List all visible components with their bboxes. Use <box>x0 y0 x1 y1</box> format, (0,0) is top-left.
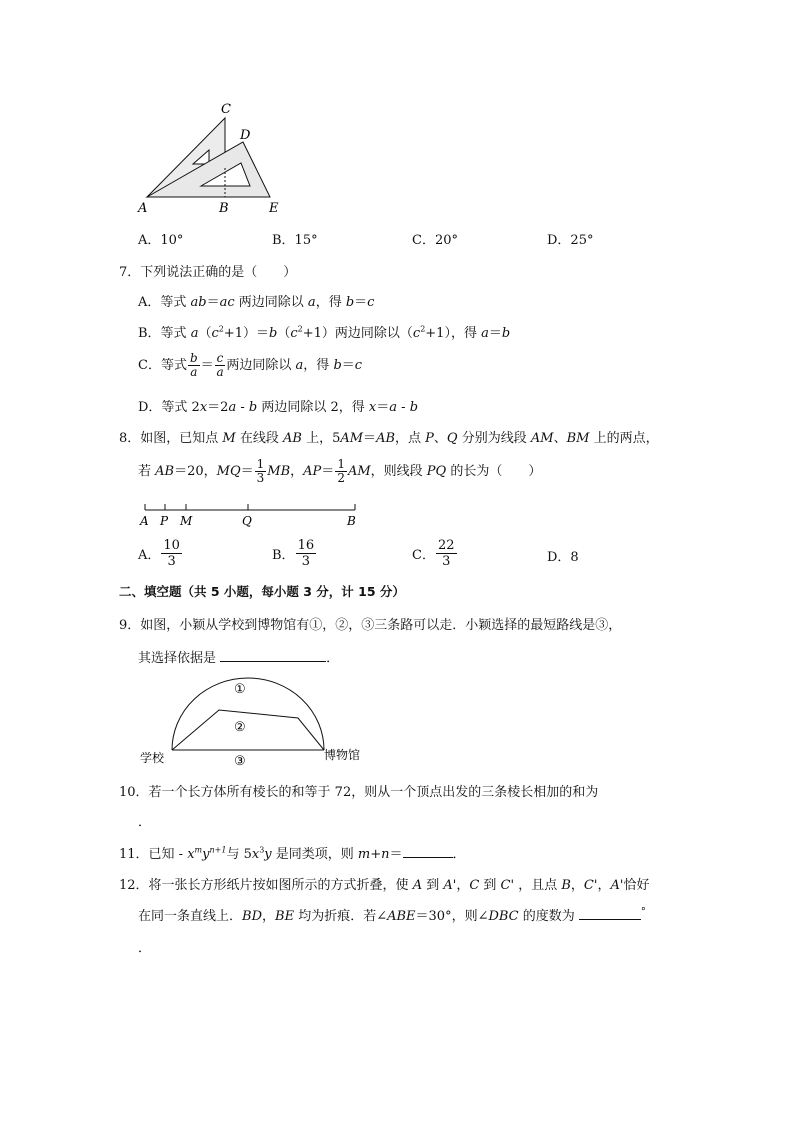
fraction-one-half: $\frac{1}{2}$ <box>337 457 345 485</box>
q6-option-d[interactable]: D．25° <box>547 233 594 248</box>
school-label: 学校 <box>140 751 165 765</box>
q12-stem-line3: ． <box>138 941 152 956</box>
label-b: B <box>219 201 229 216</box>
q8-option-c[interactable]: C． $\frac{22}{3}$ <box>412 538 455 569</box>
museum-label: 博物馆 <box>324 748 361 762</box>
q6-triangle-figure <box>130 98 300 220</box>
q9-route-figure <box>138 670 378 770</box>
route-3-label: ③ <box>234 754 246 769</box>
seg-label-m: M <box>180 514 193 528</box>
seg-label-b: B <box>347 514 356 528</box>
q8-option-a[interactable]: A． $\frac{10}{3}$ <box>138 538 180 569</box>
q8-segment-figure <box>138 496 368 530</box>
q9-stem-line1: 9．如图，小颖从学校到博物馆有①，②，③三条路可以走．小颖选择的最短路线是③， <box>119 618 622 633</box>
seg-label-q: Q <box>242 514 252 528</box>
q12-stem-line2: 在同一条直线上．BD，BE 均为折痕．若∠ABE＝30°，则∠DBC 的度数为 ° <box>138 906 646 924</box>
q8-option-b[interactable]: B． $\frac{16}{3}$ <box>272 538 315 569</box>
label-e: E <box>269 201 279 216</box>
seg-label-p: P <box>160 514 169 528</box>
label-d: D <box>240 128 251 143</box>
q12-stem-line1: 12．将一张长方形纸片按如图所示的方式折叠，使 A 到 A'，C 到 C' ，且点 B，C'，A'恰好 <box>119 878 650 893</box>
q11-stem: 11．已知 - $x^my^{n+1}$与 $5x^3y$ 是同类项，则 m+n＝ ． <box>119 845 466 862</box>
fraction-one-third: $\frac{1}{3}$ <box>256 457 265 485</box>
section2-title: 二、填空题（共 5 小题，每小题 3 分，计 15 分） <box>119 584 405 599</box>
q6-option-a[interactable]: A．10° <box>138 233 184 248</box>
q8-stem-line2: 若 AB＝20，MQ＝ $\frac{1}{3}$ MB，AP＝ $\frac{1}{2}$ AM，则线段 PQ 的长为（ ） <box>138 457 542 485</box>
q10-stem-line2: ． <box>138 815 152 830</box>
q11-answer-blank[interactable] <box>403 857 453 858</box>
q6-option-b[interactable]: B．15° <box>272 233 318 248</box>
fraction-b-over-a: $\frac{b}{a}$ <box>189 351 198 379</box>
q8-stem-line1: 8．如图，已知点 M 在线段 AB 上，5AM＝AB，点 P、Q 分别为线段 AM、BM 上的两点， <box>119 431 659 446</box>
q9-stem-line2: 其选择依据是 ． <box>138 651 340 666</box>
q7-option-a[interactable]: A．等式 ab＝ac 两边同除以 a，得 b＝c <box>138 295 375 310</box>
q8-option-d[interactable]: D．8 <box>547 550 579 565</box>
q6-option-c[interactable]: C．20° <box>412 233 458 248</box>
fraction-c-over-a: $\frac{c}{a}$ <box>216 351 224 379</box>
q9-answer-blank[interactable] <box>220 661 326 662</box>
q12-answer-blank[interactable] <box>579 919 641 920</box>
seg-label-a: A <box>140 514 149 528</box>
label-a: A <box>138 201 148 216</box>
route-2-label: ② <box>234 720 246 735</box>
q7-option-c[interactable]: C．等式 $\frac{b}{a}$ ＝ $\frac{c}{a}$ 两边同除以 a，得 b＝c <box>138 351 363 379</box>
q10-stem-line1: 10．若一个长方体所有棱长的和等于 72，则从一个顶点出发的三条棱长相加的和为 <box>119 785 599 800</box>
route-1-label: ① <box>234 682 246 697</box>
q7-stem: 7．下列说法正确的是（ ） <box>119 265 297 280</box>
label-c: C <box>221 102 231 117</box>
q7-option-b[interactable]: B．等式 $a(c^2+1)=b(c^2+1)$两边同除以$(c^2+1)$，得 a＝b <box>138 324 511 341</box>
q7-option-d[interactable]: D．等式 2x＝2a - b 两边同除以 2，得 x＝a - b <box>138 400 419 415</box>
